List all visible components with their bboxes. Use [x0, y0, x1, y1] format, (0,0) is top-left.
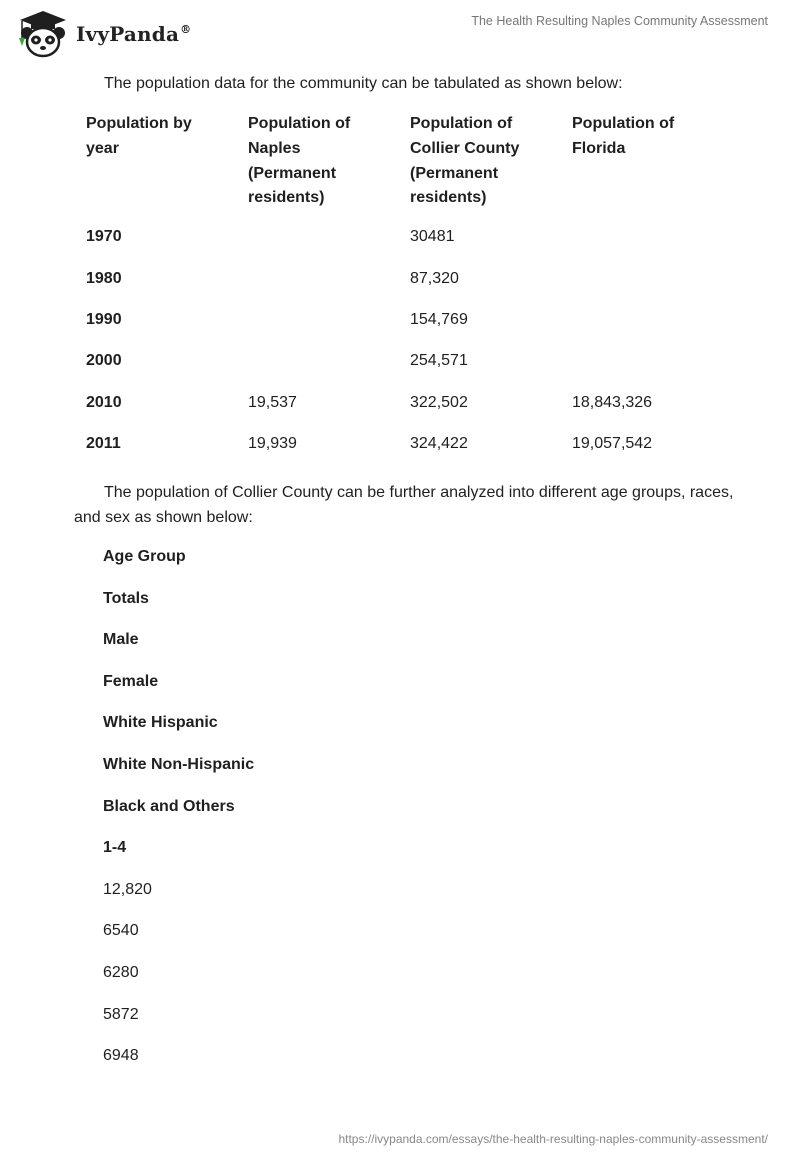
- list-item: White Non-Hispanic: [103, 755, 255, 773]
- table-cell-year: 2010: [86, 393, 122, 411]
- table-row: [74, 385, 722, 426]
- list-item: Black and Others: [103, 797, 235, 815]
- column-header: Population of Florida: [572, 115, 675, 157]
- list-item-value: 6280: [103, 963, 139, 981]
- age-group-list: [103, 546, 254, 1087]
- table-cell: [560, 261, 722, 302]
- table-cell: [236, 302, 398, 343]
- table-cell: [560, 302, 722, 343]
- age-group-paragraph: The population of Collier County can be further analyzed into different age groups, races, and sex as shown below:: [74, 484, 734, 526]
- list-item-value: 6948: [103, 1047, 139, 1065]
- source-url[interactable]: https://ivypanda.com/essays/the-health-resulting-naples-community-assessment/: [338, 1132, 768, 1146]
- table-cell: 19,939: [248, 435, 297, 453]
- table-cell: 87,320: [410, 269, 459, 287]
- brand-name: IvyPanda®: [76, 22, 192, 46]
- list-item: Age Group: [103, 548, 186, 565]
- list-item: Male: [103, 631, 139, 649]
- list-item: Female: [103, 672, 159, 690]
- table-row: [74, 261, 722, 302]
- table-cell: [236, 261, 398, 302]
- table-cell: 18,843,326: [572, 393, 653, 411]
- table-cell-year: 1970: [86, 228, 122, 246]
- table-cell: 19,057,542: [572, 435, 653, 453]
- table-cell-year: 2011: [86, 435, 121, 453]
- table-cell: 322,502: [410, 393, 468, 411]
- list-item: 1-4: [103, 839, 127, 857]
- brand-logo[interactable]: [14, 8, 191, 58]
- table-row: [74, 426, 722, 467]
- table-cell: 254,571: [410, 352, 468, 370]
- document-title: The Health Resulting Naples Community Assessment: [471, 14, 768, 28]
- table-cell: [560, 343, 722, 384]
- column-header: Population of Naples (Permanent residents): [248, 115, 351, 207]
- table-cell: 154,769: [410, 310, 468, 328]
- table-cell: [560, 219, 722, 260]
- panda-graduate-icon: [14, 8, 72, 58]
- list-item: Totals: [103, 589, 149, 607]
- table-cell: [236, 343, 398, 384]
- table-row: [74, 343, 722, 384]
- list-item-value: 6540: [103, 922, 139, 940]
- intro-paragraph: The population data for the community can be tabulated as shown below:: [104, 75, 623, 92]
- table-row: [74, 219, 722, 260]
- table-row: [74, 302, 722, 343]
- list-item: White Hispanic: [103, 714, 218, 732]
- population-table: [74, 106, 722, 468]
- table-cell-year: 1990: [86, 310, 122, 328]
- table-cell: 19,537: [248, 393, 297, 411]
- table-cell: [236, 219, 398, 260]
- column-header: Population of Collier County (Permanent residents): [410, 115, 520, 207]
- table-header-row: [74, 106, 722, 219]
- table-cell: 324,422: [410, 435, 468, 453]
- table-cell-year: 1980: [86, 269, 122, 287]
- column-header: Population by year: [86, 115, 192, 157]
- table-cell-year: 2000: [86, 352, 122, 370]
- list-item-value: 5872: [103, 1005, 139, 1023]
- page-header: [0, 0, 800, 64]
- table-cell: 30481: [410, 228, 455, 246]
- list-item-value: 12,820: [103, 880, 152, 898]
